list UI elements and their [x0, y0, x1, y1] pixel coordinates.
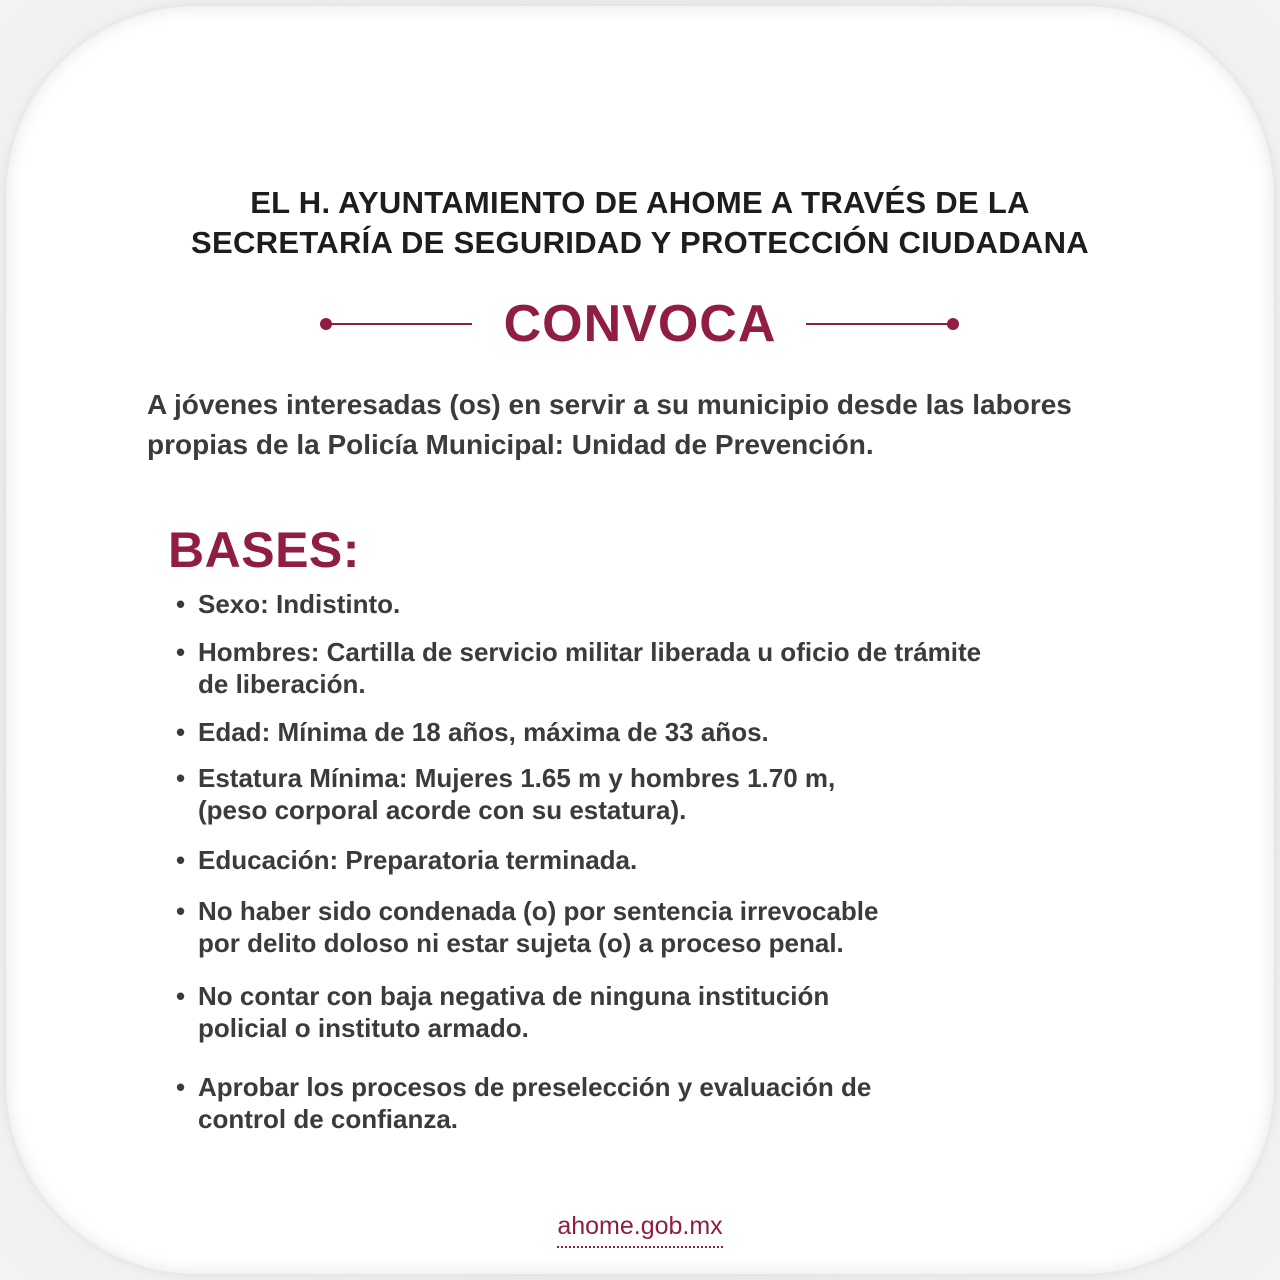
right-rule-dot	[947, 318, 959, 330]
issuer-heading	[0, 183, 1280, 263]
bases-item-estatura	[176, 762, 1106, 826]
bases-item-line: • Hombres: Cartilla de servicio militar liberada u oficio de trámite	[198, 637, 982, 667]
issuer-heading-line-1: EL H. AYUNTAMIENTO DE AHOME A TRAVÉS DE LA	[250, 185, 1030, 220]
bases-item-line: • Aprobar los procesos de preselección y evaluación de	[198, 1072, 872, 1102]
bases-item-line: policial o instituto armado.	[198, 1013, 529, 1043]
right-rule-line	[806, 323, 952, 325]
footer	[0, 1210, 1280, 1248]
bases-item-line: de liberación.	[198, 669, 366, 699]
bases-list	[176, 588, 1106, 1135]
bases-item-line: • Sexo: Indistinto.	[198, 589, 401, 619]
bases-item-antecedentes	[176, 895, 1106, 959]
website-link[interactable]: ahome.gob.mx	[557, 1210, 722, 1248]
convoca-banner	[0, 292, 1280, 356]
bases-item-procesos	[176, 1071, 1106, 1135]
convoca-title: CONVOCA	[503, 295, 777, 353]
bases-item-edad	[176, 716, 1106, 748]
bases-title: BASES:	[168, 522, 360, 578]
issuer-heading-line-2: SECRETARÍA DE SEGURIDAD Y PROTECCIÓN CIUDADANA	[191, 225, 1089, 260]
bases-item-line: (peso corporal acorde con su estatura).	[198, 795, 687, 825]
bases-item-sexo	[176, 588, 1106, 620]
bases-item-line: • Estatura Mínima: Mujeres 1.65 m y hombres 1.70 m,	[198, 763, 836, 793]
bases-item-cartilla	[176, 636, 1106, 700]
intro-paragraph: A jóvenes interesadas (os) en servir a su municipio desde las labores propias de la Policía Municipal: Unidad de Prevención.	[147, 389, 1072, 460]
bases-item-line: • No contar con baja negativa de ninguna institución	[198, 981, 830, 1011]
bases-item-line: por delito doloso ni estar sujeta (o) a proceso penal.	[198, 928, 844, 958]
bases-item-line: • Edad: Mínima de 18 años, máxima de 33 años.	[198, 717, 769, 747]
bases-item-line: control de confianza.	[198, 1104, 459, 1134]
bases-item-line: • Educación: Preparatoria terminada.	[198, 845, 638, 875]
bases-item-baja	[176, 980, 1106, 1044]
bases-item-educacion	[176, 844, 1106, 876]
bases-item-line: • No haber sido condenada (o) por sentencia irrevocable	[198, 896, 879, 926]
